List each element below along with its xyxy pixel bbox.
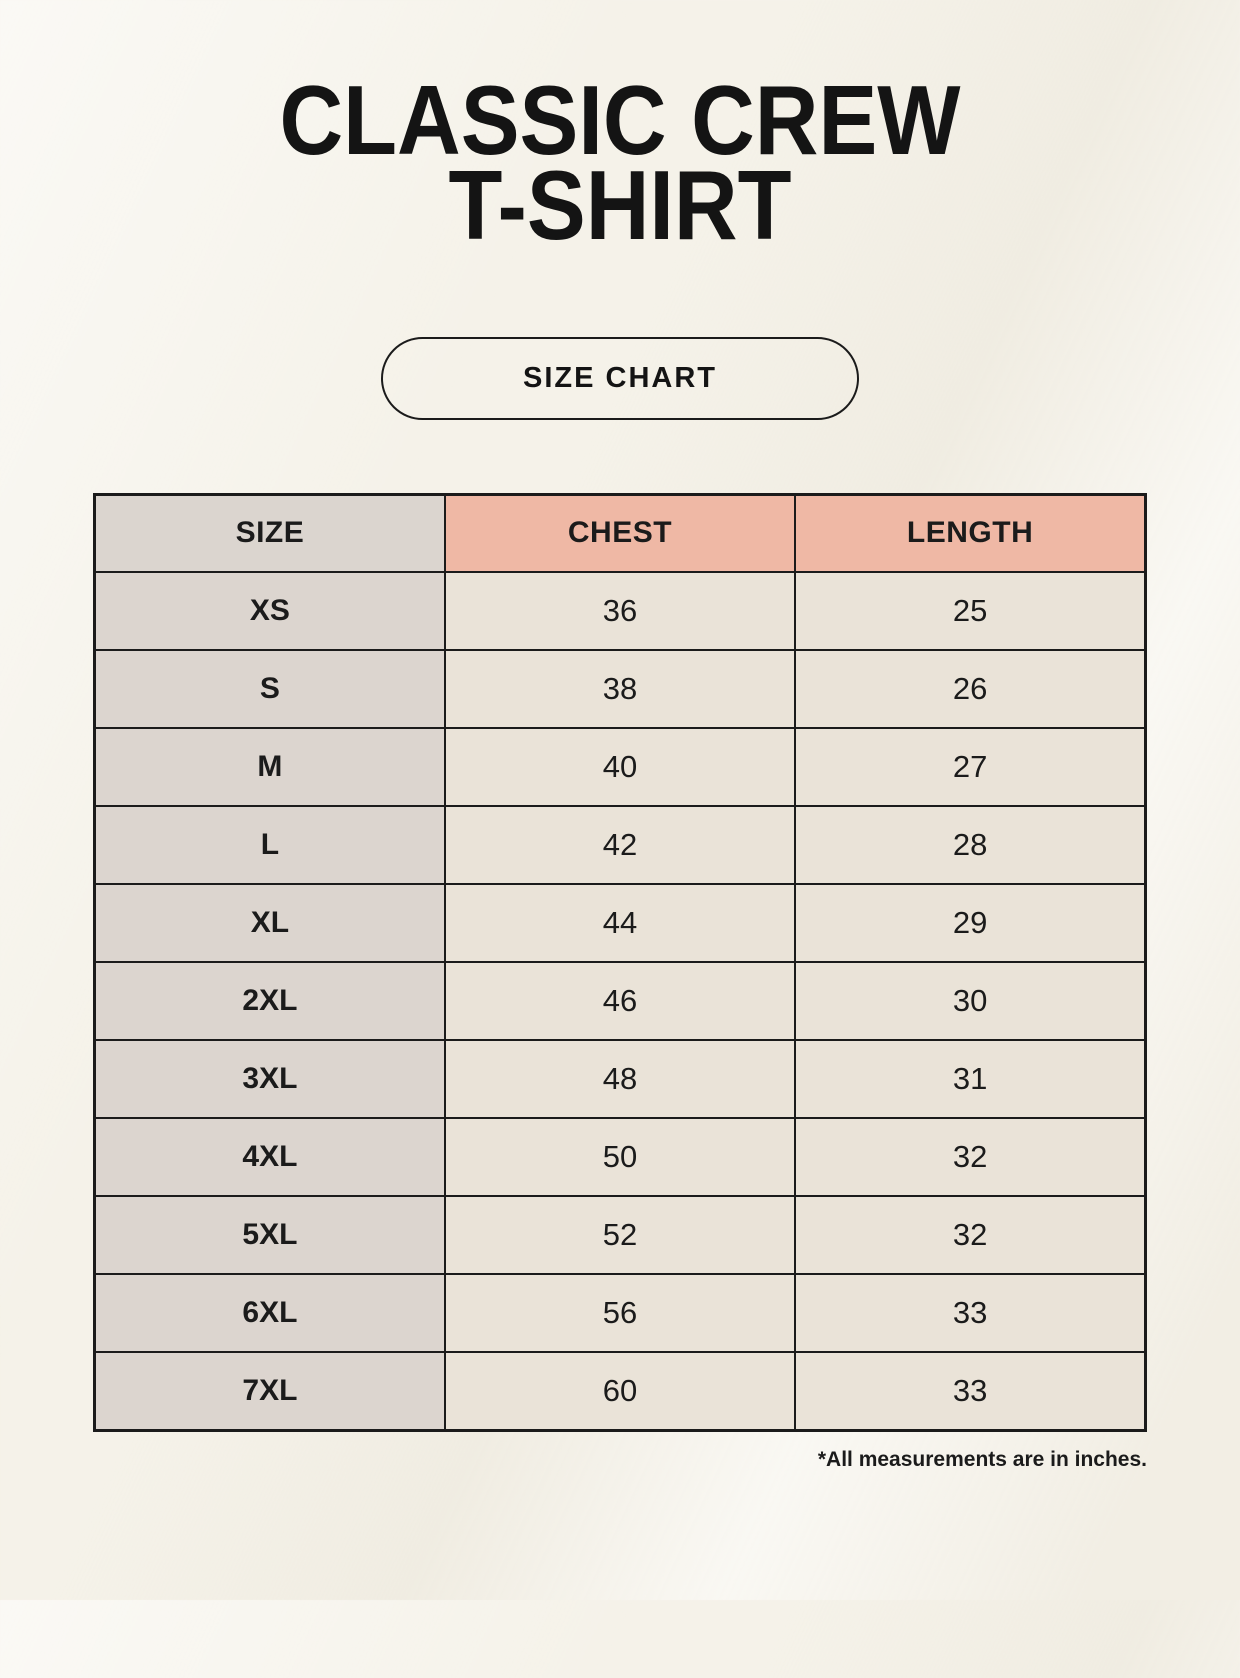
header-row xyxy=(95,494,1146,572)
size-table-header xyxy=(95,494,1146,572)
header-cell-size: SIZE xyxy=(95,494,445,572)
size-chart-table xyxy=(93,493,1147,1432)
chest-value-cell: 48 xyxy=(445,1040,795,1118)
table-row xyxy=(95,728,1146,806)
size-chart-badge: SIZE CHART xyxy=(381,337,859,420)
size-label-cell: 4XL xyxy=(95,1118,445,1196)
table-row xyxy=(95,962,1146,1040)
table-row xyxy=(95,806,1146,884)
table-row xyxy=(95,1352,1146,1430)
chest-value-cell: 38 xyxy=(445,650,795,728)
table-row xyxy=(95,1196,1146,1274)
table-row xyxy=(95,1118,1146,1196)
badge-container xyxy=(0,337,1240,420)
chest-value-cell: 42 xyxy=(445,806,795,884)
size-label-cell: L xyxy=(95,806,445,884)
length-value-cell: 33 xyxy=(795,1352,1145,1430)
size-label-cell: 2XL xyxy=(95,962,445,1040)
length-value-cell: 32 xyxy=(795,1196,1145,1274)
size-table-body xyxy=(95,572,1146,1430)
chest-value-cell: 40 xyxy=(445,728,795,806)
length-value-cell: 32 xyxy=(795,1118,1145,1196)
size-label-cell: M xyxy=(95,728,445,806)
chest-value-cell: 36 xyxy=(445,572,795,650)
chest-value-cell: 46 xyxy=(445,962,795,1040)
length-value-cell: 31 xyxy=(795,1040,1145,1118)
header-cell-length: LENGTH xyxy=(795,494,1145,572)
chest-value-cell: 50 xyxy=(445,1118,795,1196)
size-label-cell: 6XL xyxy=(95,1274,445,1352)
length-value-cell: 27 xyxy=(795,728,1145,806)
length-value-cell: 29 xyxy=(795,884,1145,962)
header-cell-chest: CHEST xyxy=(445,494,795,572)
length-value-cell: 28 xyxy=(795,806,1145,884)
size-label-cell: S xyxy=(95,650,445,728)
chest-value-cell: 56 xyxy=(445,1274,795,1352)
size-label-cell: XL xyxy=(95,884,445,962)
table-row xyxy=(95,572,1146,650)
length-value-cell: 25 xyxy=(795,572,1145,650)
page-title-line2: T-SHIRT xyxy=(448,150,792,261)
chest-value-cell: 44 xyxy=(445,884,795,962)
size-label-cell: 7XL xyxy=(95,1352,445,1430)
table-row xyxy=(95,884,1146,962)
size-label-cell: 3XL xyxy=(95,1040,445,1118)
table-row xyxy=(95,650,1146,728)
measurements-footnote: *All measurements are in inches. xyxy=(817,1447,1147,1471)
length-value-cell: 30 xyxy=(795,962,1145,1040)
page-title xyxy=(62,65,1178,261)
table-row xyxy=(95,1274,1146,1352)
length-value-cell: 33 xyxy=(795,1274,1145,1352)
page-title-line1: CLASSIC CREW xyxy=(279,65,961,175)
table-row xyxy=(95,1040,1146,1118)
length-value-cell: 26 xyxy=(795,650,1145,728)
chest-value-cell: 52 xyxy=(445,1196,795,1274)
chest-value-cell: 60 xyxy=(445,1352,795,1430)
size-label-cell: 5XL xyxy=(95,1196,445,1274)
size-label-cell: XS xyxy=(95,572,445,650)
